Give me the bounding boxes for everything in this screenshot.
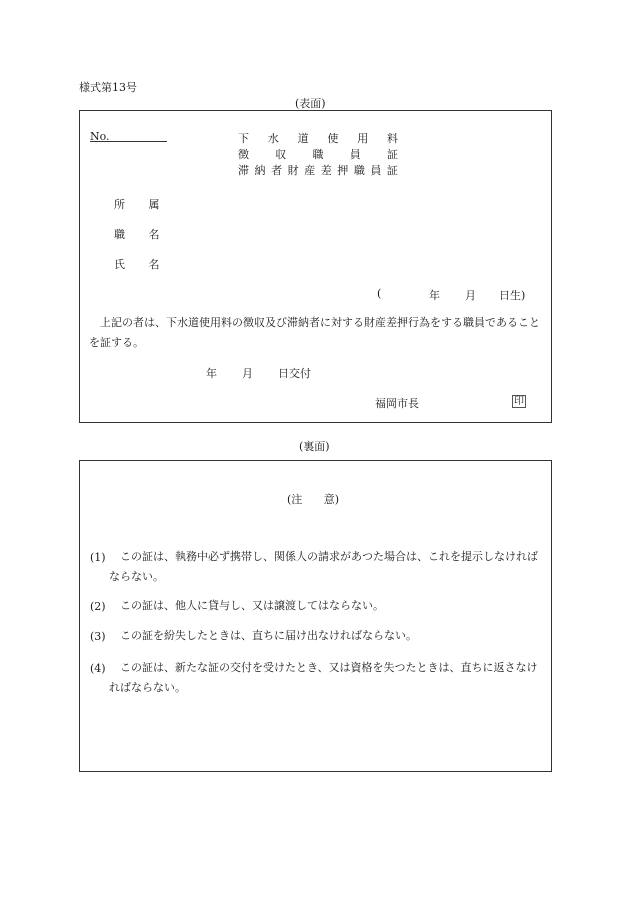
title-char: 納: [254, 164, 266, 177]
card-title-line-1: [238, 130, 398, 146]
issue-day: 日交付: [278, 367, 311, 380]
note-text: この証は、新たな証の交付を受けたとき、又は資格を失つたときは、直ちに返さなければならない。: [109, 661, 538, 694]
title-char: 用: [357, 132, 369, 145]
issue-month: 月: [242, 367, 253, 380]
title-char: 料: [386, 132, 398, 145]
title-char: 職: [312, 148, 324, 161]
note-number: (4): [90, 662, 106, 675]
field-affiliation: 所 属: [114, 198, 170, 211]
title-char: 差: [320, 164, 332, 177]
note-text: この証は、執務中必ず携帯し、関係人の請求があつた場合は、これを提示しなければならない。: [109, 550, 538, 583]
field-name: 氏 名: [114, 258, 170, 271]
number-line: [90, 141, 167, 142]
notice-title: (注 意): [287, 493, 340, 506]
title-char: 下: [238, 132, 249, 145]
note-number: (3): [90, 630, 106, 643]
title-char: 産: [304, 164, 316, 177]
title-char: 者: [271, 164, 283, 177]
title-char: 使: [327, 132, 339, 145]
note-number: (2): [90, 600, 106, 613]
front-heading: (表面): [295, 97, 326, 110]
title-char: 証: [387, 148, 398, 161]
card-title-line-3: [238, 162, 398, 178]
seal-mark: 印: [514, 396, 524, 407]
field-position: 職 名: [114, 228, 170, 241]
note-text: この証は、他人に貸与し、又は譲渡してはならない。: [120, 599, 384, 612]
title-char: 収: [275, 148, 287, 161]
note-number: (1): [90, 551, 106, 564]
birth-month: 月: [465, 289, 476, 302]
card-title-line-2: [238, 146, 398, 162]
form-number: 様式第13号: [79, 81, 137, 94]
birth-day: 日生): [499, 289, 526, 302]
note-text: この証を紛失したときは、直ちに届け出なければならない。: [120, 629, 417, 642]
issuer: 福岡市長: [375, 397, 419, 410]
birth-paren-open: (: [377, 287, 382, 300]
certification-statement: 上記の者は、下水道使用料の徴収及び滞納者に対する財産差押行為をする職員であることを証する。: [89, 316, 540, 349]
title-char: 徴: [238, 148, 249, 161]
back-heading: (裏面): [299, 440, 330, 453]
number-label: No.: [90, 130, 110, 143]
title-char: 員: [349, 148, 361, 161]
title-char: 員: [370, 164, 382, 177]
title-char: 道: [297, 132, 309, 145]
title-char: 滞: [238, 164, 249, 177]
title-char: 財: [287, 164, 299, 177]
title-char: 押: [337, 164, 349, 177]
title-char: 水: [267, 132, 279, 145]
title-char: 証: [386, 164, 398, 177]
issue-year: 年: [206, 367, 217, 380]
title-char: 職: [353, 164, 365, 177]
birth-year: 年: [429, 289, 440, 302]
